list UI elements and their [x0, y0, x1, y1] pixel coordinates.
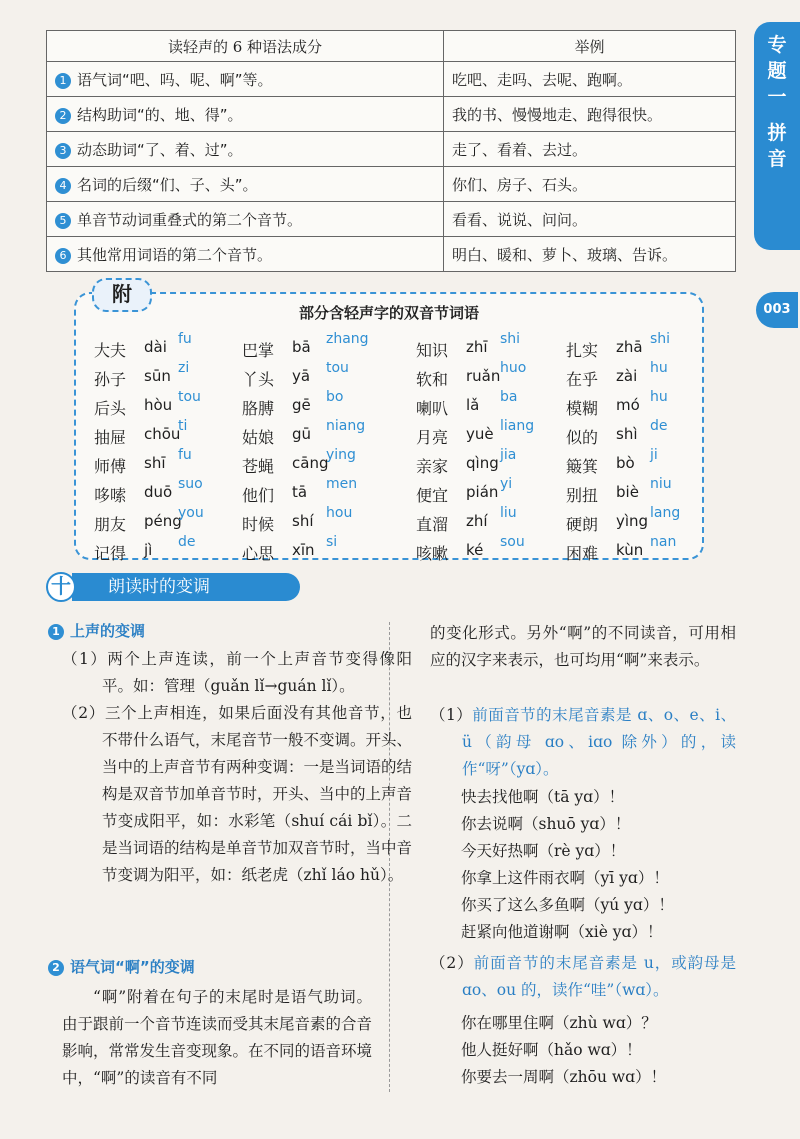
word-neutral-syllable: sou [500, 534, 525, 550]
side-tab-char: 音 [767, 148, 787, 170]
rule-wa-text: 前面音节的末尾音素是 u，或韵母是 ɑo、ou 的，读作“哇”（wɑ）。 [462, 954, 736, 999]
word-pinyin: ruǎn [466, 367, 501, 385]
word-hanzi: 哆嗦 [94, 486, 127, 505]
side-tab-char: 题 [767, 60, 787, 82]
component-text: 动态助词“了、着、过”。 [77, 140, 243, 159]
word-pinyin: hòu [144, 396, 173, 414]
appendix-word [242, 505, 372, 540]
rule-wa: （2）前面音节的末尾音素是 u，或韵母是 ɑo、ou 的，读作“哇”（wɑ）。 [430, 954, 736, 999]
word-hanzi: 苍蝇 [242, 457, 275, 476]
word-pinyin: xīn [292, 541, 315, 559]
word-pinyin: qìng [466, 454, 499, 472]
word-neutral-syllable: men [326, 476, 358, 492]
word-pinyin: zài [616, 367, 638, 385]
example-sentence: 快去找他啊（tā yɑ）！ [461, 788, 625, 806]
appendix-word [566, 418, 696, 453]
word-hanzi: 别扭 [566, 486, 599, 505]
word-pinyin: kùn [616, 541, 644, 559]
example-sentence: 今天好热啊（rè yɑ）！ [461, 842, 626, 860]
table-row [47, 132, 736, 167]
word-hanzi: 朋友 [94, 515, 127, 534]
grammar-table [46, 30, 736, 272]
appendix-word [416, 331, 546, 366]
appendix-word [416, 447, 546, 482]
table-row [47, 202, 736, 237]
word-pinyin: shī [144, 454, 166, 472]
table-header-row [47, 31, 736, 62]
table-row [47, 97, 736, 132]
word-neutral-syllable: lang [650, 505, 681, 521]
appendix-word [94, 389, 224, 424]
paragraph-a-particle: “啊”附着在句子的末尾时是语气助词。由于跟前一个音节连读而受其末尾音素的合音影响，常常发生音变现象。在不同的语音环境中，“啊”的读音有不同 [62, 988, 373, 1087]
appendix-word [94, 534, 224, 569]
component-text: 单音节动词重叠式的第二个音节。 [77, 210, 303, 229]
example-sentence: 你拿上这件雨衣啊（yī yɑ）！ [461, 869, 669, 887]
word-pinyin: bā [292, 338, 311, 356]
word-pinyin: gē [292, 396, 311, 414]
word-hanzi: 直溜 [416, 515, 449, 534]
word-pinyin: shí [292, 512, 314, 530]
word-neutral-syllable: ba [500, 389, 518, 405]
appendix-word [566, 447, 696, 482]
appendix-word [566, 534, 696, 569]
appendix-word [566, 331, 696, 366]
number-badge: 1 [48, 624, 64, 640]
appendix-word [416, 360, 546, 395]
appendix-word [242, 476, 372, 511]
section-title: 朗读时的变调 [72, 573, 300, 601]
word-pinyin: gū [292, 425, 312, 443]
example-text: 明白、暖和、萝卜、玻璃、告诉。 [444, 237, 736, 272]
word-hanzi: 抽屉 [94, 428, 127, 447]
word-hanzi: 心思 [242, 544, 275, 563]
word-pinyin: chōu [144, 425, 181, 443]
number-badge: 4 [55, 178, 71, 194]
appendix-word [242, 534, 372, 569]
word-pinyin: tā [292, 483, 308, 501]
word-neutral-syllable: hu [650, 389, 668, 405]
word-neutral-syllable: zi [178, 360, 190, 376]
side-tab-char: 拼 [767, 122, 787, 144]
example-text: 看看、说说、问问。 [444, 202, 736, 237]
example-text: 走了、看着、去过。 [444, 132, 736, 167]
word-neutral-syllable: ti [178, 418, 188, 434]
component-text: 名词的后缀“们、子、头”。 [77, 175, 258, 194]
example-text: 吃吧、走吗、去呢、跑啊。 [444, 62, 736, 97]
paragraph-two-tones: （1）两个上声连读，前一个上声音节变得像阳平。如：管理（guǎn lǐ→guán lǐ）。 [62, 650, 412, 695]
word-hanzi: 巴掌 [242, 341, 275, 360]
example-sentence: 他人挺好啊（hǎo wɑ）！ [461, 1041, 642, 1059]
word-neutral-syllable: fu [178, 331, 192, 347]
word-hanzi: 胳膊 [242, 399, 275, 418]
word-neutral-syllable: hu [650, 360, 668, 376]
table-row [47, 62, 736, 97]
word-hanzi: 丫头 [242, 370, 275, 389]
word-hanzi: 知识 [416, 341, 449, 360]
side-tab-char: 专 [767, 34, 787, 56]
appendix-word [94, 476, 224, 511]
word-hanzi: 咳嗽 [416, 544, 449, 563]
word-pinyin: biè [616, 483, 639, 501]
word-pinyin: lǎ [466, 396, 480, 414]
word-hanzi: 记得 [94, 544, 127, 563]
number-badge: 1 [55, 73, 71, 89]
word-neutral-syllable: de [178, 534, 196, 550]
word-neutral-syllable: liang [500, 418, 535, 434]
word-hanzi: 大夫 [94, 341, 127, 360]
appendix-word [416, 476, 546, 511]
example-sentence: 你要去一周啊（zhōu wɑ）！ [461, 1068, 667, 1086]
example-sentence: 你买了这么多鱼啊（yú yɑ）！ [461, 896, 674, 914]
word-pinyin: yuè [466, 425, 494, 443]
example-sentence: 你在哪里住啊（zhù wɑ）？ [461, 1014, 657, 1032]
number-badge: 2 [55, 108, 71, 124]
appendix-title: 部分含轻声字的双音节词语 [298, 304, 479, 322]
word-hanzi: 困难 [566, 544, 599, 563]
appendix-word [94, 447, 224, 482]
appendix-word [416, 505, 546, 540]
page-number: 003 [756, 292, 798, 328]
word-hanzi: 似的 [566, 428, 599, 447]
word-pinyin: ké [466, 541, 484, 559]
word-neutral-syllable: zhang [326, 331, 369, 347]
word-hanzi: 师傅 [94, 457, 127, 476]
word-hanzi: 模糊 [566, 399, 599, 418]
word-hanzi: 扎实 [566, 341, 599, 360]
word-hanzi: 亲家 [416, 457, 449, 476]
word-hanzi: 后头 [94, 399, 127, 418]
number-badge: 3 [55, 143, 71, 159]
word-hanzi: 硬朗 [566, 515, 599, 534]
word-neutral-syllable: ji [650, 447, 658, 463]
word-hanzi: 时候 [242, 515, 275, 534]
word-pinyin: cāng [292, 454, 329, 472]
word-neutral-syllable: fu [178, 447, 192, 463]
example-text: 你们、房子、石头。 [444, 167, 736, 202]
word-neutral-syllable: ying [326, 447, 356, 463]
word-pinyin: yā [292, 367, 311, 385]
word-neutral-syllable: bo [326, 389, 344, 405]
number-badge: 2 [48, 960, 64, 976]
word-hanzi: 月亮 [416, 428, 449, 447]
subheading-a-particle: 2 语气词“啊”的变调 [48, 956, 195, 977]
section-number: 十 [46, 572, 76, 602]
word-neutral-syllable: liu [500, 505, 517, 521]
word-hanzi: 在乎 [566, 370, 599, 389]
word-neutral-syllable: suo [178, 476, 203, 492]
word-neutral-syllable: hou [326, 505, 353, 521]
rule-ya-text: 前面音节的末尾音素是 ɑ、o、e、i、ü（韵母 ɑo、iɑo 除外）的，读作“呀”（yɑ）。 [462, 706, 736, 778]
word-hanzi: 簸箕 [566, 457, 599, 476]
word-pinyin: péng [144, 512, 182, 530]
appendix-word [566, 389, 696, 424]
appendix-word [94, 418, 224, 453]
word-hanzi: 软和 [416, 370, 449, 389]
word-neutral-syllable: nan [650, 534, 677, 550]
component-text: 其他常用词语的第二个音节。 [77, 245, 273, 264]
appendix-word [416, 534, 546, 569]
word-pinyin: zhī [466, 338, 488, 356]
appendix-word [566, 360, 696, 395]
word-hanzi: 孙子 [94, 370, 127, 389]
word-neutral-syllable: de [650, 418, 668, 434]
word-neutral-syllable: tou [178, 389, 201, 405]
appendix-word [416, 418, 546, 453]
word-pinyin: dài [144, 338, 167, 356]
word-pinyin: jì [144, 541, 153, 559]
subheading-tone-change: 1 上声的变调 [48, 620, 145, 641]
word-pinyin: bò [616, 454, 635, 472]
word-pinyin: yìng [616, 512, 649, 530]
word-pinyin: mó [616, 396, 640, 414]
word-hanzi: 姑娘 [242, 428, 275, 447]
appendix-word [94, 331, 224, 366]
word-neutral-syllable: shi [650, 331, 671, 347]
word-neutral-syllable: huo [500, 360, 527, 376]
appendix-word [94, 360, 224, 395]
word-pinyin: zhí [466, 512, 488, 530]
side-tab-char: 一 [767, 86, 787, 108]
appendix-box [74, 292, 704, 563]
word-neutral-syllable: you [178, 505, 204, 521]
word-neutral-syllable: si [326, 534, 338, 550]
rule-ya: （1）前面音节的末尾音素是 ɑ、o、e、i、ü（韵母 ɑo、iɑo 除外）的，读作“呀”（yɑ）。 [430, 706, 736, 778]
number-badge: 5 [55, 213, 71, 229]
word-pinyin: zhā [616, 338, 643, 356]
example-sentence: 你去说啊（shuō yɑ）！ [461, 815, 631, 833]
component-text: 结构助词“的、地、得”。 [77, 105, 243, 124]
appendix-word [94, 505, 224, 540]
appendix-word [242, 331, 372, 366]
example-text: 我的书、慢慢地走、跑得很快。 [444, 97, 736, 132]
paragraph-three-tones: （2）三个上声相连，如果后面没有其他音节，也不带什么语气，末尾音节一般不变调。开头、当中的上声音节有两种变调：一是当词语的结构是双音节加单音节时，开头、当中的上声音节变成阳平，如：水彩笔（shuí cái bǐ）。二是当词语的结构是单音节加双音节时，当中音节变调为阳平，如：纸老虎（zhǐ láo hǔ）。 [62, 704, 413, 884]
header-example: 举例 [444, 31, 736, 62]
word-neutral-syllable: shi [500, 331, 521, 347]
number-badge: 6 [55, 248, 71, 264]
word-pinyin: pián [466, 483, 499, 501]
word-hanzi: 便宜 [416, 486, 449, 505]
component-text: 语气词“吧、吗、呢、啊”等。 [77, 70, 273, 89]
word-neutral-syllable: niu [650, 476, 672, 492]
word-neutral-syllable: yi [500, 476, 513, 492]
word-neutral-syllable: jia [500, 447, 517, 463]
word-neutral-syllable: tou [326, 360, 349, 376]
example-sentence: 赶紧向他道谢啊（xiè yɑ）！ [461, 923, 663, 941]
word-pinyin: sūn [144, 367, 171, 385]
word-pinyin: shì [616, 425, 638, 443]
table-row [47, 167, 736, 202]
word-neutral-syllable: niang [326, 418, 366, 434]
appendix-word [566, 505, 696, 540]
word-pinyin: duō [144, 483, 173, 501]
word-hanzi: 他们 [242, 486, 275, 505]
paragraph-continued: 的变化形式。另外“啊”的不同读音，可用相应的汉字来表示，也可均用“啊”来表示。 [430, 624, 736, 669]
header-component: 读轻声的 6 种语法成分 [47, 31, 444, 62]
appendix-tag: 附 [92, 278, 152, 312]
appendix-word [242, 360, 372, 395]
table-row [47, 237, 736, 272]
word-hanzi: 喇叭 [416, 399, 449, 418]
chapter-side-tab [754, 22, 800, 250]
